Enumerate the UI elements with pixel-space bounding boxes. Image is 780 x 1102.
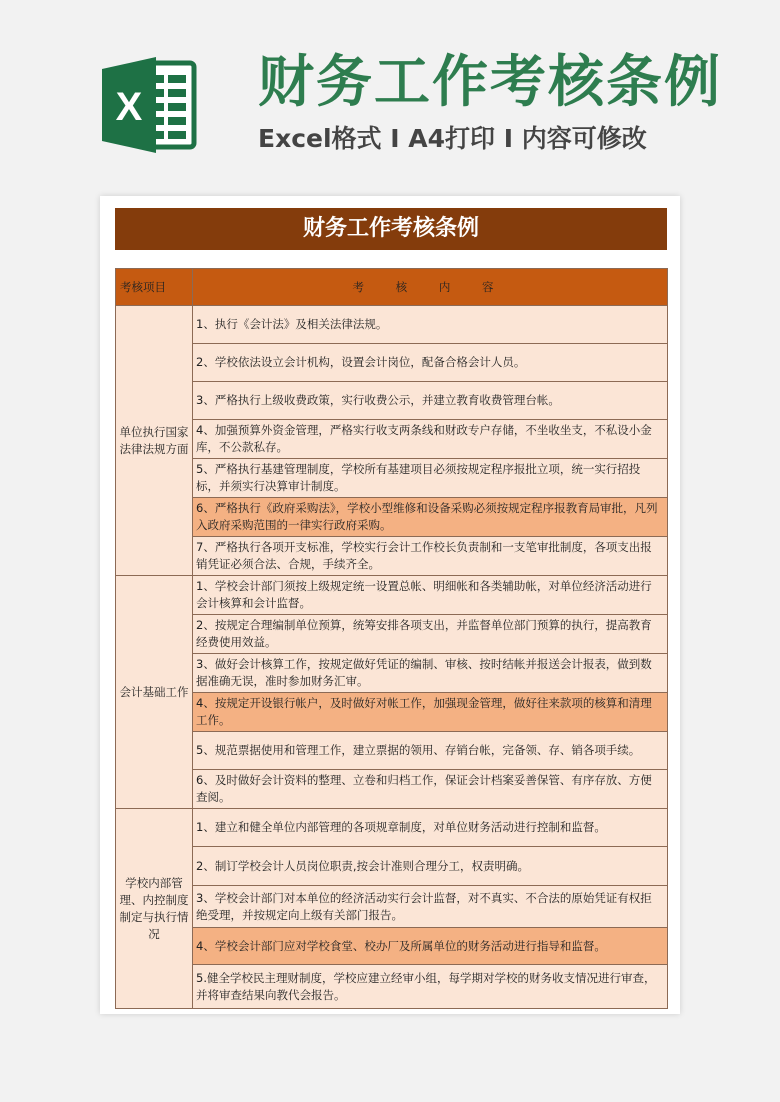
content-cell: 5、规范票据使用和管理工作，建立票据的领用、存销台帐，完备领、存、销各项手续。 bbox=[193, 732, 668, 770]
header-content: 考 核 内 容 bbox=[193, 269, 668, 306]
table-header-row bbox=[116, 269, 668, 306]
content-cell: 1、执行《会计法》及相关法律法规。 bbox=[193, 306, 668, 344]
assessment-table bbox=[115, 268, 668, 1009]
table-row bbox=[116, 306, 668, 344]
content-cell: 5、严格执行基建管理制度，学校所有基建项目必须按规定程序报批立项，统一实行招投标，并须实行决算审计制度。 bbox=[193, 459, 668, 498]
table-row bbox=[116, 886, 668, 928]
table-row bbox=[116, 928, 668, 965]
table-row bbox=[116, 498, 668, 537]
category-cell: 会计基础工作 bbox=[116, 576, 193, 809]
content-cell: 4、学校会计部门应对学校食堂、校办厂及所属单位的财务活动进行指导和监督。 bbox=[193, 928, 668, 965]
table-row bbox=[116, 459, 668, 498]
table-row bbox=[116, 693, 668, 732]
table-row bbox=[116, 732, 668, 770]
header-category: 考核项目 bbox=[116, 269, 193, 306]
table-row bbox=[116, 847, 668, 886]
table-row bbox=[116, 344, 668, 382]
content-cell: 3、严格执行上级收费政策，实行收费公示，并建立教育收费管理台帐。 bbox=[193, 382, 668, 420]
content-cell: 1、学校会计部门须按上级规定统一设置总帐、明细帐和各类辅助帐，对单位经济活动进行会计核算和会计监督。 bbox=[193, 576, 668, 615]
content-cell: 1、建立和健全单位内部管理的各项规章制度，对单位财务活动进行控制和监督。 bbox=[193, 809, 668, 847]
table-row bbox=[116, 576, 668, 615]
spacer-row bbox=[115, 250, 667, 268]
content-cell: 2、学校依法设立会计机构，设置会计岗位，配备合格会计人员。 bbox=[193, 344, 668, 382]
content-cell: 2、制订学校会计人员岗位职责,按会计准则合理分工，权责明确。 bbox=[193, 847, 668, 886]
table-row bbox=[116, 809, 668, 847]
banner bbox=[0, 0, 780, 195]
banner-subtitle: Excel格式 Ⅰ A4打印 Ⅰ 内容可修改 bbox=[258, 124, 647, 153]
table-row bbox=[116, 965, 668, 1009]
excel-icon-letter: X bbox=[115, 85, 143, 129]
table-row bbox=[116, 654, 668, 693]
document-title: 财务工作考核条例 bbox=[115, 208, 667, 250]
content-cell: 2、按规定合理编制单位预算，统筹安排各项支出，并监督单位部门预算的执行，提高教育经费使用效益。 bbox=[193, 615, 668, 654]
category-cell: 学校内部管理、内控制度制定与执行情况 bbox=[116, 809, 193, 1009]
category-cell: 单位执行国家法律法规方面 bbox=[116, 306, 193, 576]
content-cell: 4、按规定开设银行帐户，及时做好对帐工作，加强现金管理，做好往来款项的核算和清理工作。 bbox=[193, 693, 668, 732]
content-cell: 4、加强预算外资金管理，严格实行收支两条线和财政专户存储，不坐收坐支，不私设小金库，不公款私存。 bbox=[193, 420, 668, 459]
spreadsheet-page bbox=[100, 196, 680, 1014]
content-cell: 7、严格执行各项开支标准，学校实行会计工作校长负责制和一支笔审批制度，各项支出报销凭证必须合法、合规，手续齐全。 bbox=[193, 537, 668, 576]
table-row bbox=[116, 615, 668, 654]
table-row bbox=[116, 770, 668, 809]
table-row bbox=[116, 537, 668, 576]
content-cell: 3、做好会计核算工作，按规定做好凭证的编制、审核、按时结帐并报送会计报表，做到数据准确无误，准时参加财务汇审。 bbox=[193, 654, 668, 693]
table-row bbox=[116, 420, 668, 459]
content-cell: 5.健全学校民主理财制度，学校应建立经审小组，每学期对学校的财务收支情况进行审查，并将审查结果向教代会报告。 bbox=[193, 965, 668, 1009]
excel-icon bbox=[100, 55, 198, 155]
table-row bbox=[116, 382, 668, 420]
banner-title: 财务工作考核条例 bbox=[258, 50, 722, 115]
content-cell: 6、严格执行《政府采购法》，学校小型维修和设备采购必须按规定程序报教育局审批，凡列入政府采购范围的一律实行政府采购。 bbox=[193, 498, 668, 537]
content-cell: 6、及时做好会计资料的整理、立卷和归档工作，保证会计档案妥善保管、有序存放、方便查阅。 bbox=[193, 770, 668, 809]
content-cell: 3、学校会计部门对本单位的经济活动实行会计监督，对不真实、不合法的原始凭证有权拒绝受理，并按规定向上级有关部门报告。 bbox=[193, 886, 668, 928]
